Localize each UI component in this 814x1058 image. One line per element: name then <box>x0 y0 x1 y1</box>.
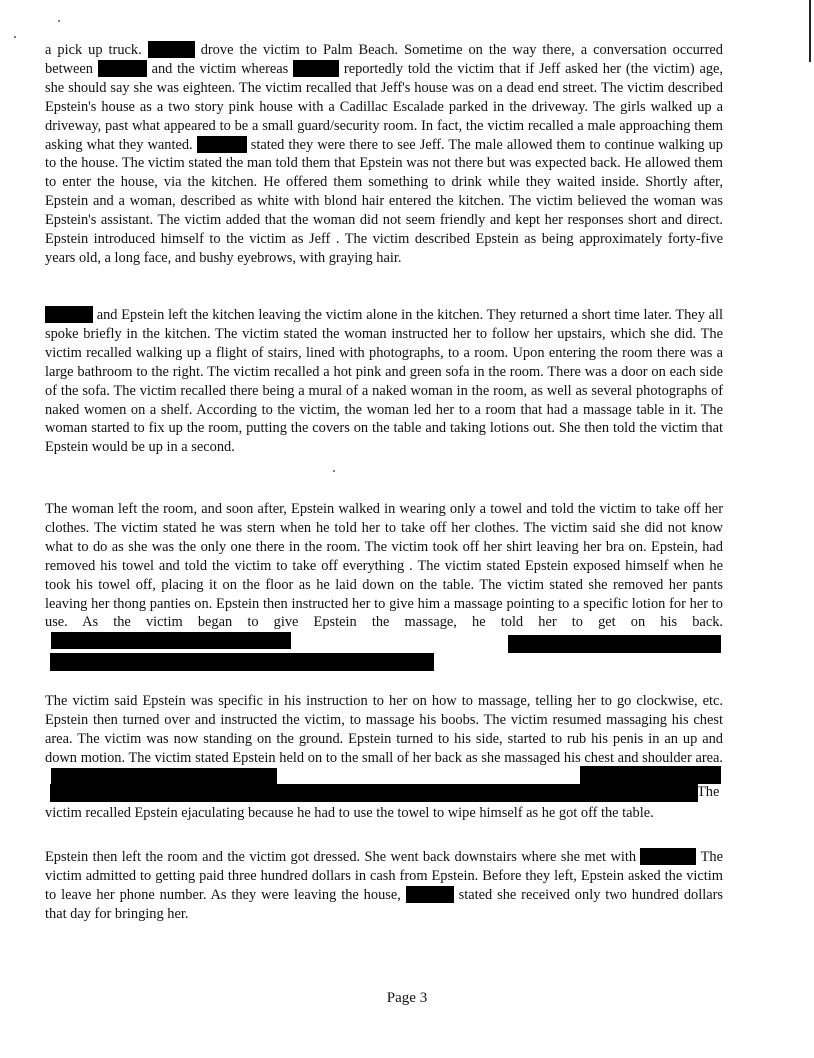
text-segment: Epstein then left the room and the victim got dressed. She went back downstairs where she met with <box>45 849 641 865</box>
paragraph-5 <box>45 848 723 924</box>
redaction-block <box>45 306 93 323</box>
text-segment: stated she received only two hundred dollars that day for bringing her. <box>45 886 723 922</box>
paragraph-4-continued <box>45 804 723 823</box>
redaction-block <box>98 60 147 77</box>
redaction-block <box>406 886 454 903</box>
text-segment: The woman left the room, and soon after, Epstein walked in wearing only a towel and told the victim to take off her clothes. The victim stated he was stern when he told her to take off her clothes. The victim said she did not know what to do as she was the only one there in the room. The victim took off her shirt leaving her bra on. Epstein, had removed his towel and told the victim to take off everything . The victim stated Epstein exposed himself when he took his towel off, placing it on the floor as he laid down on the table. The victim stated she removed her pants leaving her thong panties on. Epstein then instructed her to give him a massage pointing to a specific lotion for her to use. As the victim began to give Epstein the massage, he told her to get on his back. <box>45 501 723 631</box>
text-segment: The victim said Epstein was specific in his instruction to her on how to massage, telling her to go clockwise, etc. Epstein then turned over and instructed the victim, to massage his boobs. The victim resumed massaging his chest area. The victim was now standing on the ground. Epstein turned to his side, started to rub his penis in an up and down motion. The victim stated Epstein held on to the small of her back as she massaged his chest and shoulder area. <box>45 693 723 766</box>
redaction-block <box>293 60 339 77</box>
page-number: Page 3 <box>386 990 428 1006</box>
text-segment: a pick up truck. <box>45 42 148 58</box>
scan-speck <box>14 36 16 38</box>
text-segment: victim recalled Epstein ejaculating because he had to use the towel to wipe himself as he got off the table. <box>45 805 654 821</box>
text-segment: and the victim whereas <box>146 60 294 77</box>
text-segment: stated they were there to see Jeff. The male allowed them to continue walking up to the house. The victim stated the man told them that Epstein was not there but was expected back. He allowed them to enter the house, via the kitchen. He offered them something to drink while they waited inside. Shortly after, Epstein and a woman, described as white with blond hair entered the kitchen. The victim believed the woman was Epstein's assistant. The victim added that the woman did not seem friendly and kept her responses short and direct. Epstein introduced himself to the victim as Jeff . The victim described Epstein as being approximately forty-five years old, a long face, and bushy eyebrows, with graying hair. <box>45 136 723 266</box>
text-segment: drove the victim to Palm Beach. Sometime on the way there, a conversation occurred between <box>45 42 723 77</box>
paragraph-3 <box>45 500 723 651</box>
redaction-block <box>148 41 195 58</box>
redaction-block <box>50 653 434 671</box>
text-segment: reportedly told the victim that if Jeff asked her (the victim) age, she should say she was eighteen. The victim recalled that Jeff's house was on a dead end street. The victim described Epstein's house as a two story pink house with a Cadillac Escalade parked in the driveway. The girls walked up a driveway, past what appeared to be a small guard/security room. In fact, the victim recalled a male approaching them asking what they wanted. <box>45 60 724 153</box>
redaction-block <box>51 632 291 649</box>
redaction-block <box>50 784 698 802</box>
paragraph-2 <box>45 306 723 457</box>
redaction-block <box>51 768 277 785</box>
scan-speck <box>58 20 60 22</box>
redaction-block <box>508 635 721 653</box>
text-segment: The victim admitted to getting paid three hundred dollars in cash from Epstein. Before they left, Epstein asked the victim to leave her phone number. As they were leaving the house, <box>45 849 724 903</box>
text-segment: and Epstein left the kitchen leaving the victim alone in the kitchen. They returned a short time later. They all spoke briefly in the kitchen. The victim stated the woman instructed her to follow her upstairs, which she did. The victim recalled walking up a flight of stairs, lined with photographs, to a room. Upon entering the room there was a large bathroom to the right. The victim recalled a hot pink and green sofa in the room. There was a door on each side of the sofa. The victim recalled there being a mural of a naked woman in the room, as well as several photographs of naked women on a shelf. According to the victim, the woman led her to a room that had a massage table in it. The woman started to fix up the room, putting the covers on the table and taking lotions out. She then told the victim that Epstein would be up in a second. <box>45 307 723 456</box>
redaction-block <box>640 848 696 865</box>
text-segment: The <box>697 784 720 800</box>
scan-edge-line <box>809 0 811 62</box>
redaction-block <box>197 136 247 153</box>
paragraph-1 <box>45 41 723 268</box>
scan-speck <box>333 470 335 472</box>
redaction-block <box>580 766 721 784</box>
